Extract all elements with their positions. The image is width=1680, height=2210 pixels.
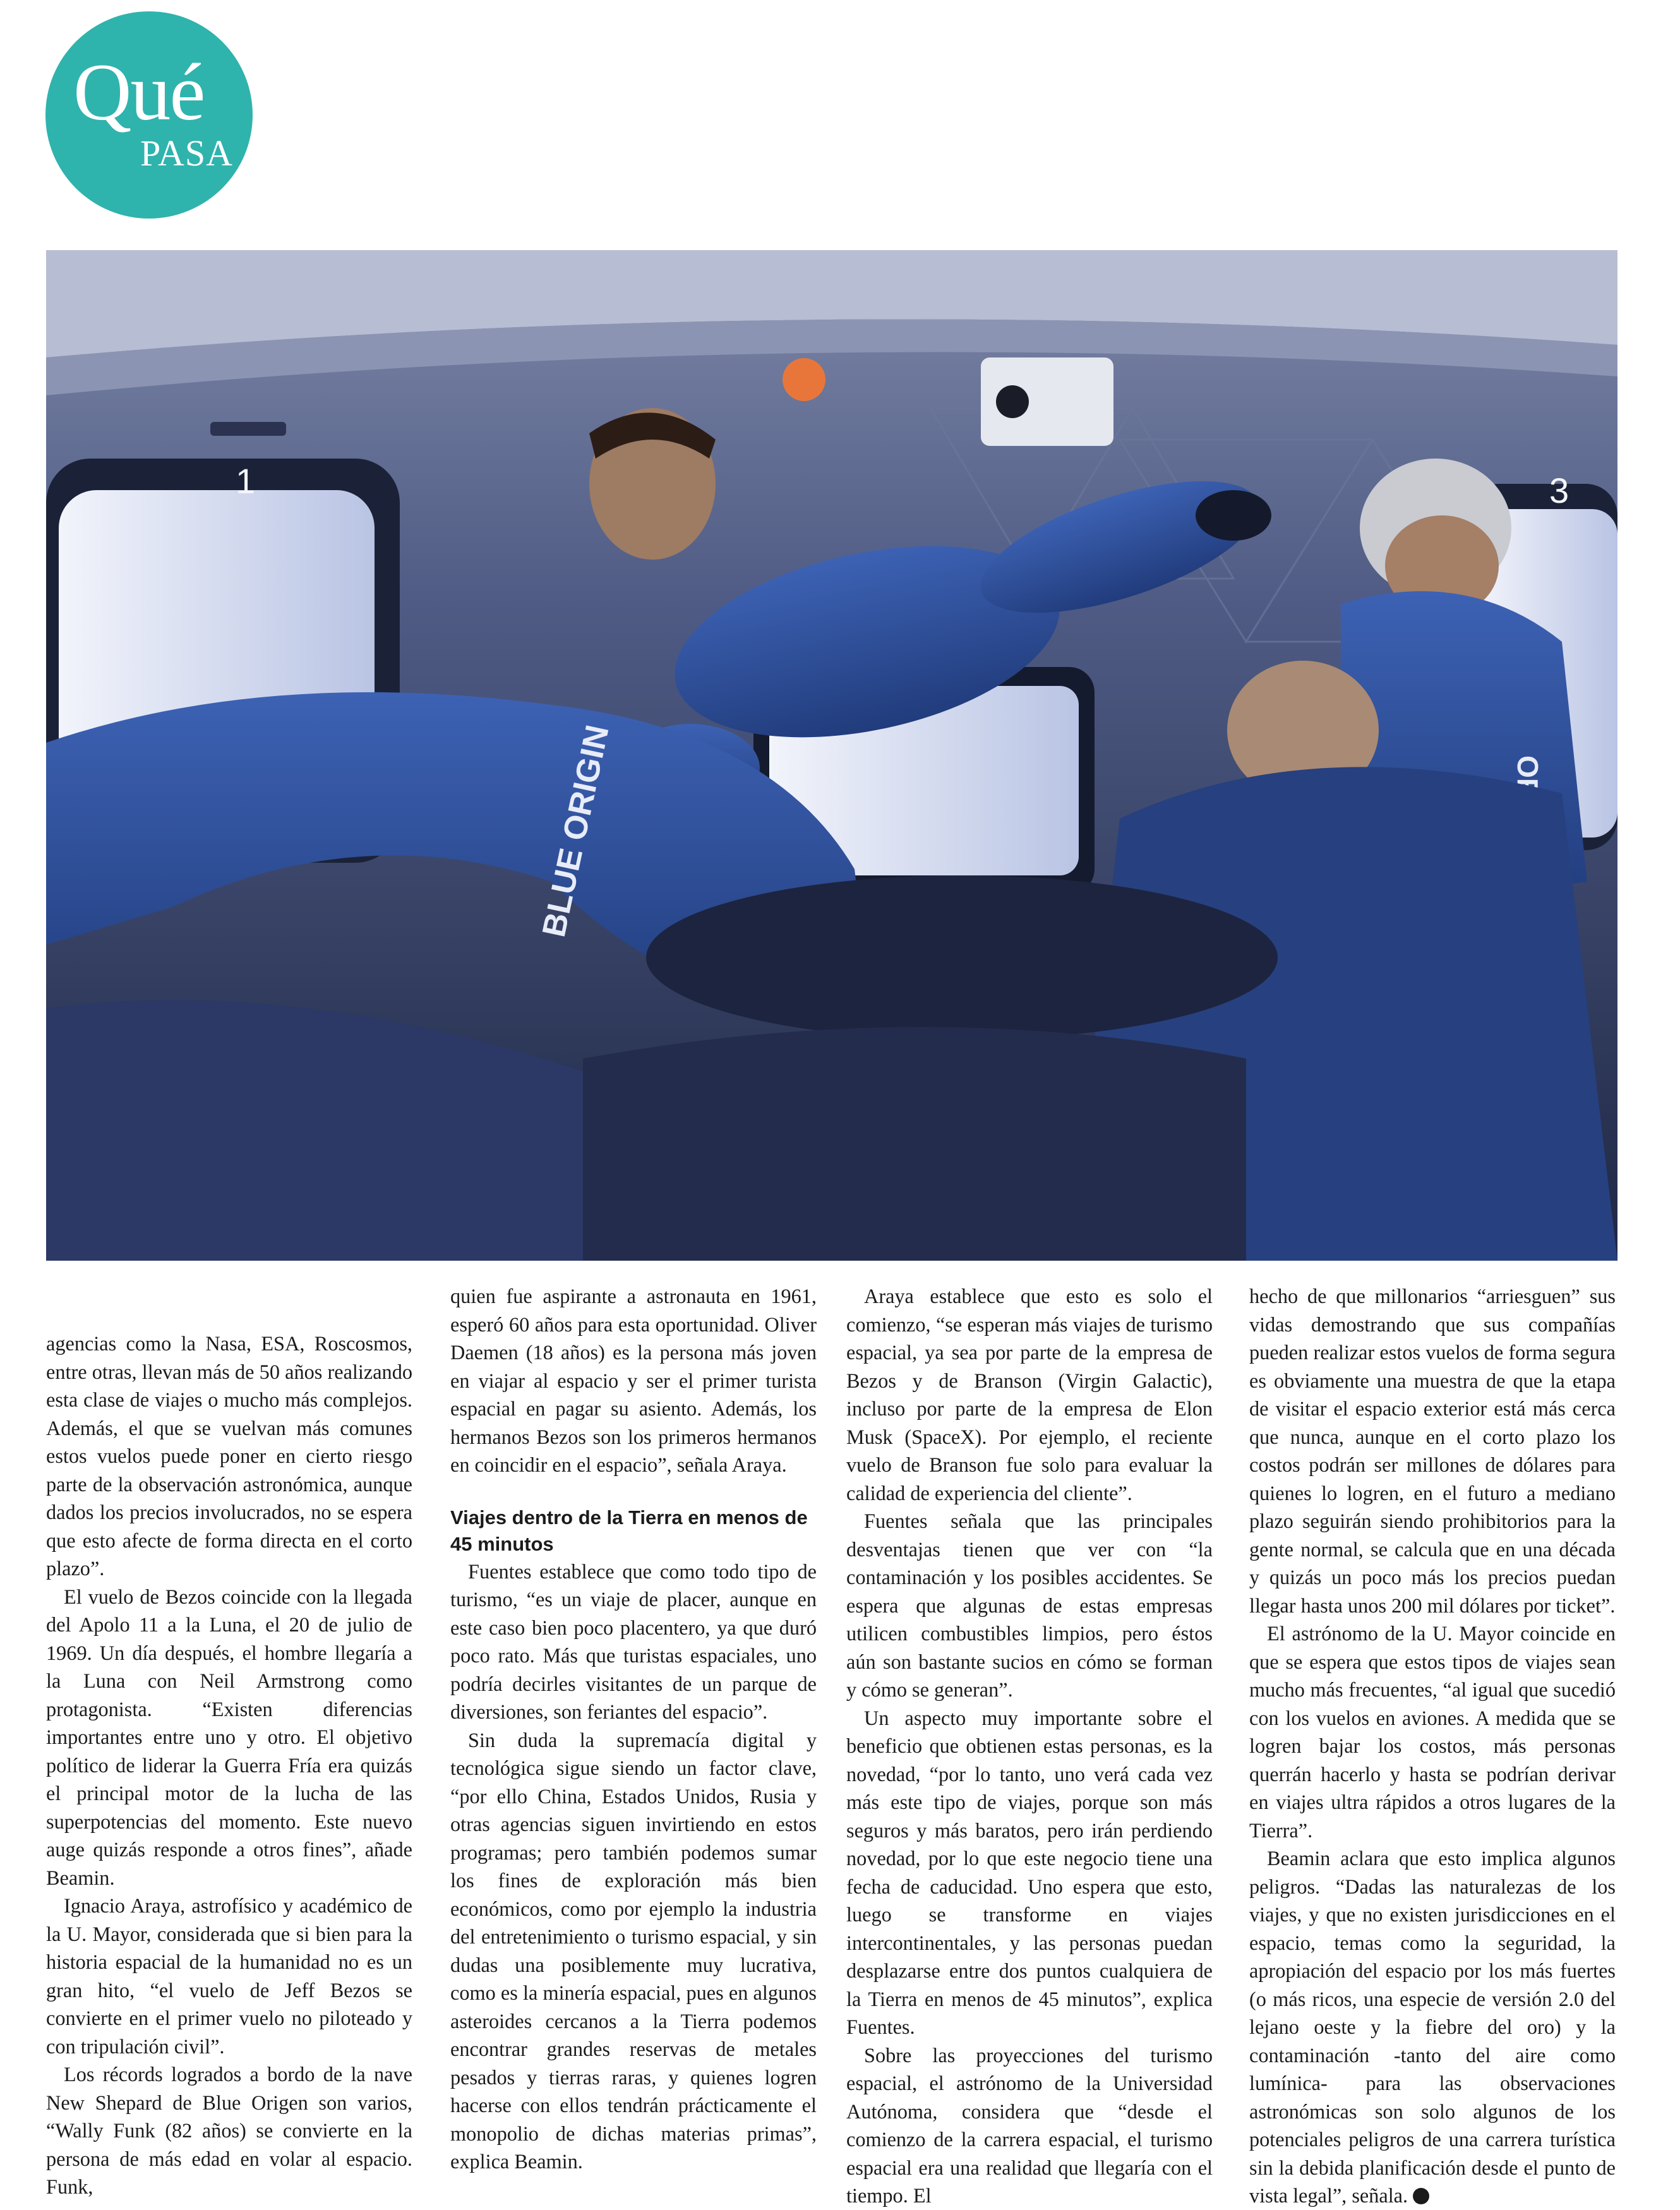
col4-paragraph-1: hecho de que millonarios “arriesguen” sus vidas demostrando que sus compañías pueden realizar estos vuelos de forma segura es obviamente una muestra de que la etapa de visitar el espacio exterior está más cerca que nunca, aunque en el corto plazo los costos podrán ser millones de dólares para quienes lo logren, en el futuro a mediano plazo seguirán siendo prohibitorios para la gente normal, se calcula que en una década y quizás un poco más los precios puedan llegar hasta unos 200 mil dólares por ticket”. <box>1249 1285 1616 1617</box>
col2-paragraph-3: Sin duda la supremacía digital y tecnológica sigue siendo un factor clave, “por ello China, Estados Unidos, Rusia y otras agencias siguen invirtiendo en estos programas; pero también podemos sumar los fines de exploración más bien económicos, como por ejemplo la industria del entretenimiento o turismo espacial, y sin dudas una posiblemente muy lucrativa, como es la minería espacial, pues en algunos asteroides cercanos a la Tierra podemos encontrar grandes reservas de metales pesados y tierras raras, y quienes logren hacerse con ellos tendrán prácticamente el monopolio de dichas materias primas”, explica Beamin. <box>450 1728 817 2173</box>
article-column-3 <box>846 1282 1213 2210</box>
window-number-3: 3 <box>1549 471 1569 510</box>
col1-paragraph-3: Ignacio Araya, astrofísico y académico de la U. Mayor, considerada que si bien para la historia espacial de la humanidad no es un gran hito, “el vuelo de Jeff Bezos se convierte en el primer vuelo no piloteado y con tripulación civil”. <box>46 1894 412 2058</box>
article-column-2 <box>450 1282 817 2176</box>
article-column-1 <box>46 1330 412 2201</box>
suit-text-left: BLUE ORIGIN <box>536 721 616 940</box>
col3-paragraph-2: Fuentes señala que las principales desventajas tienen que ver con “la contaminación y los posibles accidentes. Se espera que algunas de estas empresas utilicen combustibles limpios, pero éstos aún son bastante sucios en cómo se forman y cómo se generan”. <box>846 1510 1213 1701</box>
col2-paragraph-1: quien fue aspirante a astronauta en 1961, esperó 60 años para esta oportunidad. Oliver Daemen (18 años) es la persona más joven en viajar al espacio y ser el primer turista espacial en pagar su asiento. Además, los hermanos Bezos son los primeros hermanos en coincidir en el espacio”, señala Araya. <box>450 1285 817 1476</box>
section-heading: Viajes dentro de la Tierra en menos de 45 minutos <box>450 1506 808 1555</box>
logo-subtitle: PASA <box>140 133 233 174</box>
col3-paragraph-3: Un aspecto muy importante sobre el beneficio que obtienen estas personas, es la novedad, “por lo tanto, uno verá cada vez más este tipo de viajes, porque son más seguros y más baratos, pero irán perdiendo novedad, por lo que este negocio tiene una fecha de caducidad. Uno espera que esto, luego se transforme en viajes intercontinentales, y las personas puedan desplazarse entre dos puntos cualquiera de la Tierra en menos de 45 minutos”, explica Fuentes. <box>846 1706 1213 2038</box>
col1-paragraph-2: El vuelo de Bezos coincide con la llegada del Apolo 11 a la Luna, el 20 de julio de 1969. Un día después, el hombre llegaría a la Luna con Neil Armstrong como protagonista. “Existen diferencias importantes entre uno y otro. El objetivo político de liderar la Guerra Fría era quizás el principal motor de la lucha de las superpotencias del momento. Este nuevo auge quizás responde a otros fines”, añade Beamin. <box>46 1585 412 1889</box>
col4-paragraph-3-text: Beamin aclara que esto implica algunos peligros. “Dadas las naturalezas de los viajes, y que no existen jurisdicciones en el espacio, temas como la seguridad, la apropiación del espacio por los más fuertes (o más ricos, una especie de versión 2.0 del lejano oeste y la fiebre del oro) y la contaminación -tanto del aire como lumínica- para las observaciones astronómicas son solo algunos de los potenciales peligros de una carrera turística sin la debida planificación desde el punto de vista legal”, señala. <box>1249 1847 1616 2207</box>
window-number-1: 1 <box>236 461 256 501</box>
end-of-article-dot <box>1413 2188 1429 2204</box>
logo-title: Qué <box>73 47 205 137</box>
col2-paragraph-2: Fuentes establece que como todo tipo de turismo, “es un viaje de placer, aunque en este caso bien poco placentero, ya que duró poco rato. Más que turistas espaciales, uno podría decirles visitantes de un parque de diversiones, son feriantes del espacio”. <box>450 1559 817 1723</box>
col4-paragraph-3 <box>1249 1844 1616 2210</box>
col3-paragraph-4: Sobre las proyecciones del turismo espacial, el astrónomo de la Universidad Autónoma, considera que “desde el comienzo de la carrera espacial, el turismo espacial era una realidad que llegaría con el tiempo. El <box>846 2043 1213 2207</box>
article-column-4 <box>1249 1282 1616 2210</box>
col1-paragraph-4: Los récords logrados a bordo de la nave New Shepard de Blue Origen son varios, “Wally Funk (82 años) se convierte en la persona de más edad en volar al espacio. Funk, <box>46 2063 412 2198</box>
astronauts-photo <box>46 250 1617 1261</box>
col3-paragraph-1: Araya establece que esto es solo el comienzo, “se esperan más viajes de turismo espacial, ya sea por parte de la empresa de Bezos y de Branson (Virgin Galactic), incluso por parte de la empresa de Elon Musk (SpaceX). Por ejemplo, el reciente vuelo de Branson fue solo para evaluar la calidad de experiencia del cliente”. <box>846 1285 1213 1504</box>
col4-paragraph-2: El astrónomo de la U. Mayor coincide en que se espera que estos tipos de viajes sean mucho más frecuentes, “al igual que sucedió con los vuelos en aviones. A medida que se logren bajar los costos, más personas querrán hacerlo y hasta se podrían derivar en viajes ultra rápidos a otros lugares de la Tierra”. <box>1249 1622 1616 1842</box>
col1-paragraph-1: agencias como la Nasa, ESA, Roscosmos, entre otras, llevan más de 50 años realizando esta clase de viajes o mucho más complejos. Además, el que se vuelvan más comunes estos vuelos puede poner en cierto riesgo parte de la observación astronómica, aunque dados los precios involucrados, no se espera que esto afecte de forma directa en el corto plazo”. <box>46 1332 412 1580</box>
que-pasa-logo <box>45 11 253 219</box>
